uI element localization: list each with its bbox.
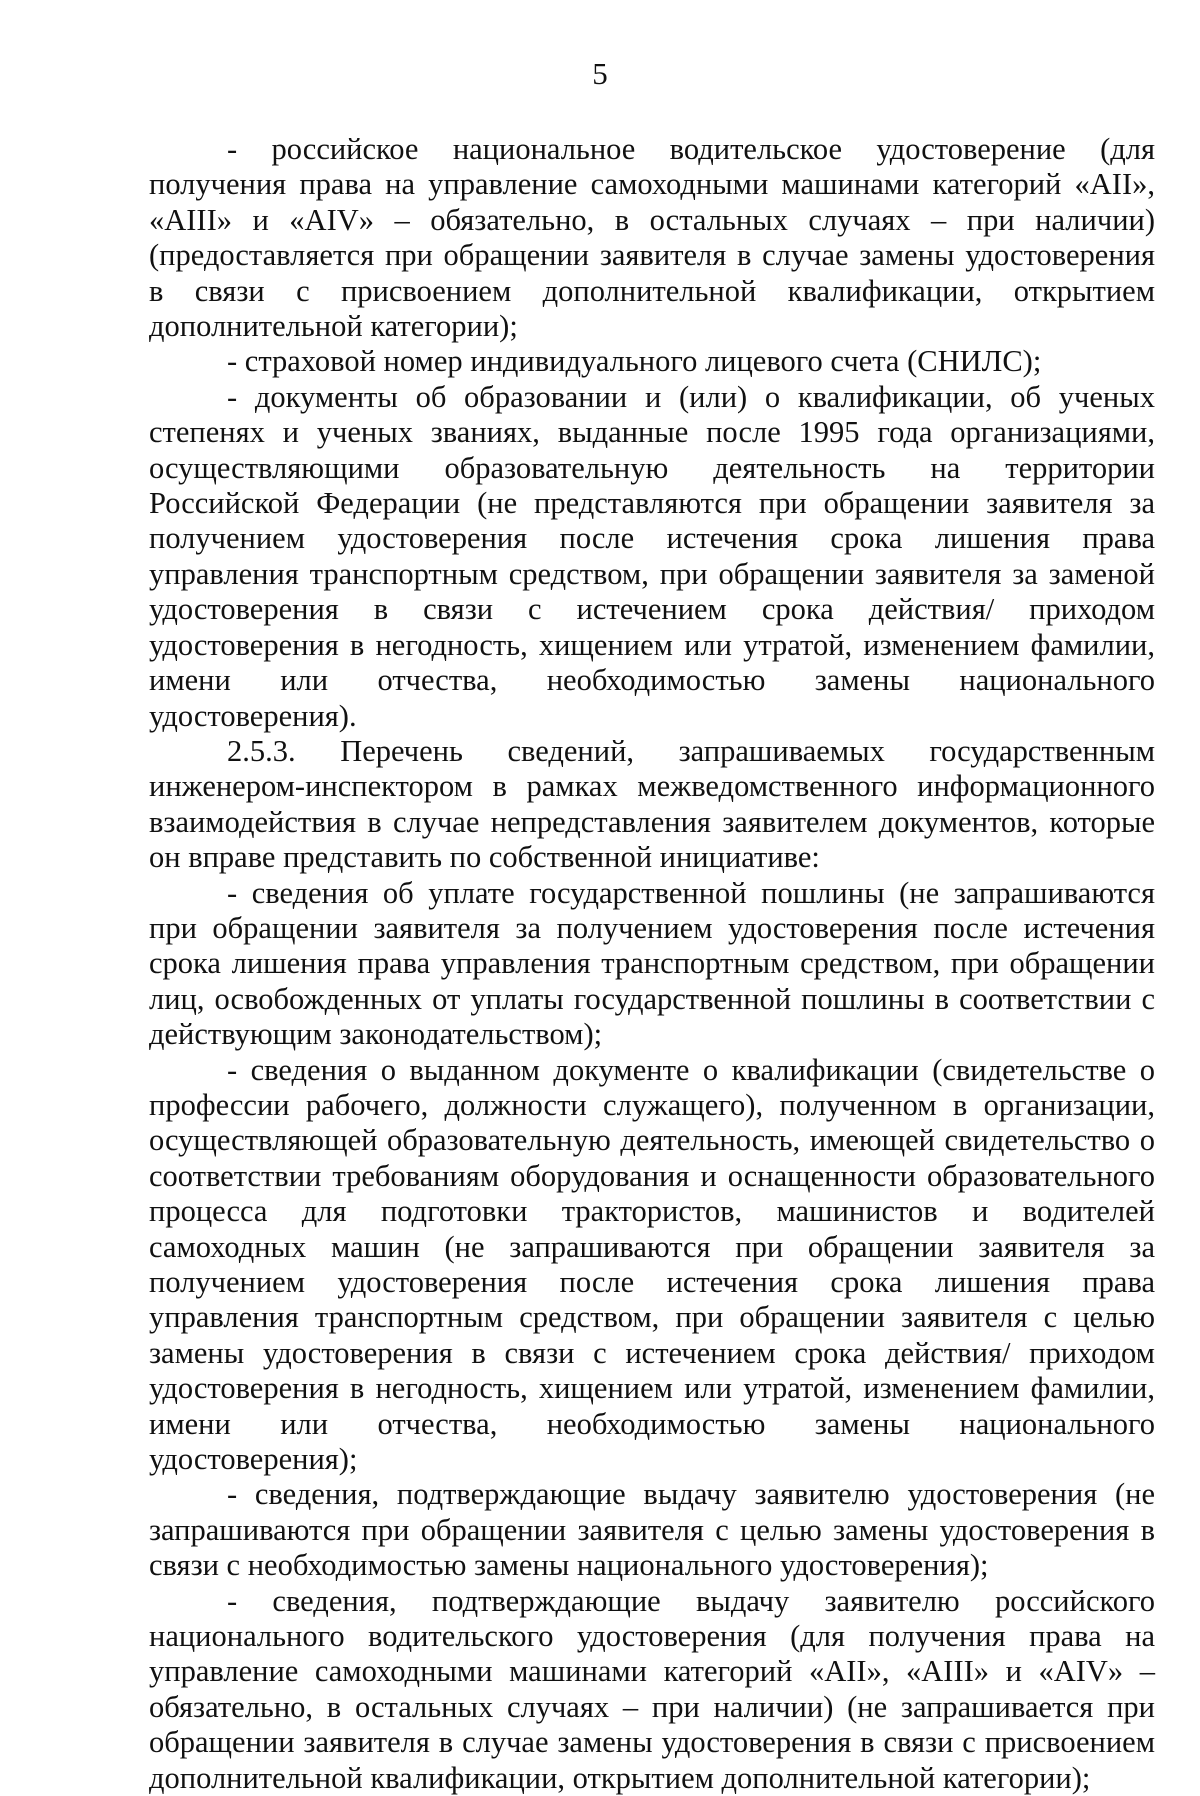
- paragraph-snils: - страховой номер индивидуального лицевого счета (СНИЛС);: [227, 344, 1042, 379]
- paragraph-education-documents: - документы об образовании и (или) о квалификации, об ученых степенях и ученых званиях, выданные после 1995 года организациями, осуществляющими образовательную деятельность на территории Российской Федерации (не представляются при обращении заявителя за получением удостоверения после истечения срока лишения права управления транспортным средством, при обращении заявителя за заменой удостоверения в связи с истечением срока действия/ приходом удостоверения в негодность, хищением или утратой, изменением фамилии, имени или отчества, необходимостью замены национального удостоверения).: [149, 379, 1155, 733]
- paragraph-state-fee: - сведения об уплате государственной пошлины (не запрашиваются при обращении заявителя за получением удостоверения после истечения срока лишения права управления транспортным средством, при обращении лиц, освобожденных от уплаты государственной пошлины в соответствии с действующим законодательством);: [149, 875, 1155, 1052]
- document-body: [149, 132, 1155, 1796]
- paragraph-section-2-5-3: 2.5.3. Перечень сведений, запрашиваемых государственным инженером-инспектором в рамках межведомственного информационного взаимодействия в случае непредставления заявителем документов, которые он вправе представить по собственной инициативе:: [149, 733, 1155, 875]
- paragraph-qualification-document: - сведения о выданном документе о квалификации (свидетельстве о профессии рабочего, должности служащего), полученном в организации, осуществляющей образовательную деятельность, имеющей свидетельство о соответствии требованиям оборудования и оснащенности образовательного процесса для подготовки трактористов, машинистов и водителей самоходных машин (не запрашиваются при обращении заявителя за получением удостоверения после истечения срока лишения права управления транспортным средством, при обращении заявителя с целью замены удостоверения в связи с истечением срока действия/ приходом удостоверения в негодность, хищением или утратой, изменением фамилии, имени или отчества, необходимостью замены национального удостоверения);: [149, 1052, 1155, 1477]
- paragraph-driver-license: - российское национальное водительское удостоверение (для получения права на управление самоходными машинами категорий «AII», «AIII» и «AIV» – обязательно, в остальных случаях – при наличии) (предоставляется при обращении заявителя в случае замены удостоверения в связи с присвоением дополнительной квалификации, открытием дополнительной категории);: [149, 132, 1155, 344]
- page-number: 5: [592, 56, 608, 91]
- paragraph-certificate-issue: - сведения, подтверждающие выдачу заявителю удостоверения (не запрашиваются при обращении заявителя с целью замены удостоверения в связи с необходимостью замены национального удостоверения);: [149, 1477, 1155, 1583]
- paragraph-national-license-issue: - сведения, подтверждающие выдачу заявителю российского национального водительского удостоверения (для получения права на управление самоходными машинами категорий «AII», «AIII» и «AIV» – обязательно, в остальных случаях – при наличии) (не запрашивается при обращении заявителя в случае замены удостоверения в связи с присвоением дополнительной квалификации, открытием дополнительной категории);: [149, 1583, 1155, 1795]
